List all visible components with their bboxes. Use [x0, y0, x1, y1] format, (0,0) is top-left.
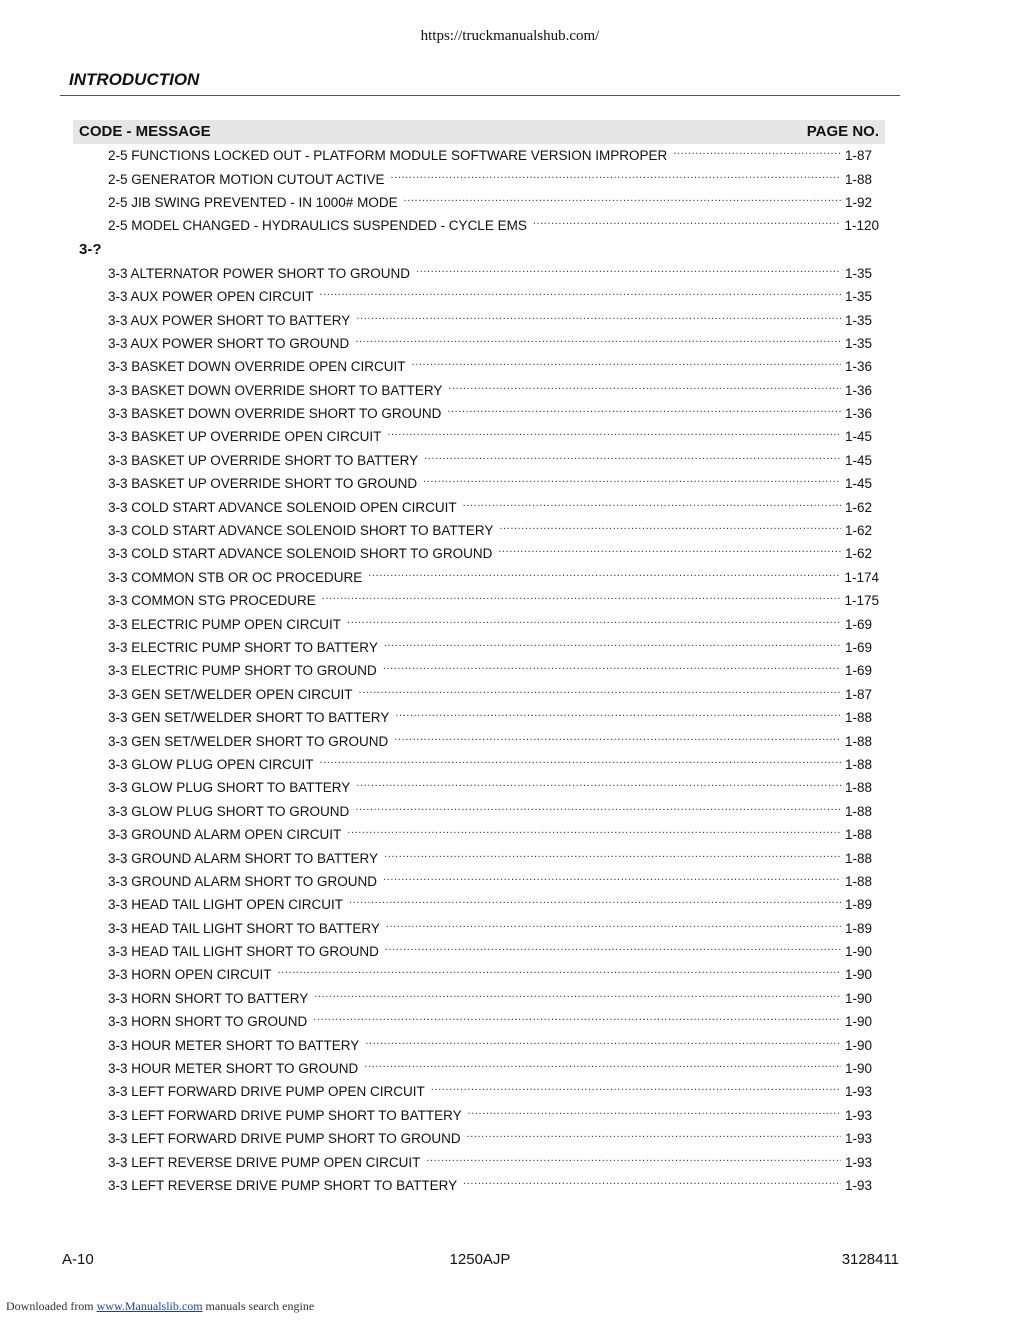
- entry-page-number: 1-62: [845, 546, 873, 562]
- dot-leader: [533, 218, 841, 233]
- dot-leader: [499, 523, 841, 538]
- entry-message: 3-3 COLD START ADVANCE SOLENOID SHORT TO BATTERY: [108, 523, 494, 539]
- header-rule: [60, 95, 900, 96]
- entry-page-number: 1-174: [844, 569, 879, 585]
- entry-message: 3-3 LEFT FORWARD DRIVE PUMP OPEN CIRCUIT: [108, 1084, 425, 1100]
- toc-entry[interactable]: [108, 706, 879, 729]
- toc-entry[interactable]: [108, 566, 879, 589]
- entry-message: 3-3 BASKET UP OVERRIDE SHORT TO BATTERY: [108, 452, 419, 468]
- dot-leader: [355, 336, 841, 351]
- toc-entry[interactable]: [108, 332, 879, 355]
- toc-entry[interactable]: [108, 167, 879, 190]
- entry-message: 3-3 GEN SET/WELDER OPEN CIRCUIT: [108, 686, 353, 702]
- entry-page-number: 1-92: [845, 194, 873, 210]
- dot-leader: [467, 1131, 841, 1146]
- dot-leader: [391, 172, 841, 187]
- manualslib-link[interactable]: www.Manualslib.com: [96, 1299, 203, 1313]
- toc-entry[interactable]: [108, 519, 879, 542]
- entry-message: 3-3 COMMON STB OR OC PROCEDURE: [108, 569, 363, 585]
- source-url[interactable]: https://truckmanualshub.com/: [420, 28, 600, 44]
- dot-leader: [364, 1061, 841, 1076]
- entry-message: 3-3 HEAD TAIL LIGHT OPEN CIRCUIT: [108, 897, 344, 913]
- toc-entry[interactable]: [108, 542, 879, 565]
- dot-leader: [424, 453, 841, 468]
- entry-page-number: 1-88: [845, 827, 873, 843]
- entry-message: 3-3 HORN SHORT TO BATTERY: [108, 990, 309, 1006]
- toc-entry[interactable]: [108, 729, 879, 752]
- entry-page-number: 1-88: [845, 803, 873, 819]
- dot-leader: [383, 663, 841, 678]
- entry-page-number: 1-35: [845, 335, 873, 351]
- entry-message: 3-3 HOUR METER SHORT TO BATTERY: [108, 1037, 360, 1053]
- entry-page-number: 1-88: [845, 733, 873, 749]
- dot-leader: [404, 195, 841, 210]
- dot-leader: [463, 500, 841, 515]
- toc-entry[interactable]: [108, 1080, 879, 1103]
- dot-leader: [355, 804, 841, 819]
- entry-message: 3-3 BASKET UP OVERRIDE SHORT TO GROUND: [108, 476, 418, 492]
- toc-entry[interactable]: [108, 449, 879, 472]
- toc-entry[interactable]: [108, 308, 879, 331]
- toc-entry[interactable]: [108, 800, 879, 823]
- dot-leader: [387, 429, 841, 444]
- entry-page-number: 1-35: [845, 312, 873, 328]
- entry-page-number: 1-93: [845, 1177, 873, 1193]
- entry-page-number: 1-69: [845, 616, 873, 632]
- entry-message: 3-3 ALTERNATOR POWER SHORT TO GROUND: [108, 265, 411, 281]
- dot-leader: [394, 734, 841, 749]
- entry-page-number: 1-45: [845, 429, 873, 445]
- entry-page-number: 1-88: [845, 756, 873, 772]
- entry-message: 3-3 COLD START ADVANCE SOLENOID SHORT TO GROUND: [108, 546, 493, 562]
- entry-message: 3-3 GLOW PLUG SHORT TO BATTERY: [108, 780, 351, 796]
- dot-leader: [313, 1014, 841, 1029]
- entry-page-number: 1-88: [845, 780, 873, 796]
- entry-page-number: 1-120: [844, 218, 879, 234]
- dot-leader: [385, 944, 841, 959]
- column-header-page-no: PAGE NO.: [806, 123, 879, 140]
- entry-page-number: 1-90: [845, 1014, 873, 1030]
- dot-leader: [278, 967, 841, 982]
- entry-message: 3-3 AUX POWER OPEN CIRCUIT: [108, 289, 314, 305]
- toc-entry[interactable]: [108, 425, 879, 448]
- toc-entry[interactable]: [108, 1174, 879, 1197]
- toc-entry[interactable]: [108, 1104, 879, 1127]
- entry-message: 3-3 ELECTRIC PUMP OPEN CIRCUIT: [108, 616, 342, 632]
- dot-leader: [468, 1108, 841, 1123]
- entry-message: 3-3 ELECTRIC PUMP SHORT TO GROUND: [108, 663, 377, 679]
- download-suffix: manuals search engine: [202, 1299, 315, 1313]
- dot-leader: [416, 266, 841, 281]
- dot-leader: [349, 897, 841, 912]
- entry-message: 3-3 GEN SET/WELDER SHORT TO GROUND: [108, 733, 389, 749]
- dot-leader: [395, 710, 841, 725]
- toc-entry[interactable]: [108, 379, 879, 402]
- entry-page-number: 1-45: [845, 476, 873, 492]
- dot-leader: [412, 359, 841, 374]
- entry-page-number: 1-45: [845, 452, 873, 468]
- code-message-list: [0, 144, 1020, 1197]
- dot-leader: [498, 546, 841, 561]
- dot-leader: [368, 570, 840, 585]
- entry-message: 3-3 COLD START ADVANCE SOLENOID OPEN CIRCUIT: [108, 499, 457, 515]
- dot-leader: [447, 406, 841, 421]
- entry-message: 3-3 HEAD TAIL LIGHT SHORT TO GROUND: [108, 944, 379, 960]
- entry-page-number: 1-87: [845, 686, 873, 702]
- toc-entry[interactable]: [108, 214, 879, 237]
- entry-message: 3-3 AUX POWER SHORT TO GROUND: [108, 335, 350, 351]
- group-label: 3-?: [79, 241, 102, 259]
- entry-message: 2-5 GENERATOR MOTION CUTOUT ACTIVE: [108, 171, 385, 187]
- entry-page-number: 1-89: [845, 920, 873, 936]
- toc-entry[interactable]: [108, 870, 879, 893]
- entry-page-number: 1-88: [845, 850, 873, 866]
- entry-page-number: 1-93: [845, 1084, 873, 1100]
- section-title: INTRODUCTION: [69, 70, 200, 89]
- toc-entry[interactable]: [108, 963, 879, 986]
- entry-page-number: 1-87: [845, 148, 873, 164]
- entry-message: 2-5 JIB SWING PREVENTED - IN 1000# MODE: [108, 194, 398, 210]
- dot-leader: [320, 289, 841, 304]
- toc-entry[interactable]: [108, 1033, 879, 1056]
- toc-entry[interactable]: [108, 355, 879, 378]
- entry-page-number: 1-89: [845, 897, 873, 913]
- entry-message: 3-3 AUX POWER SHORT TO BATTERY: [108, 312, 351, 328]
- entry-message: 3-3 ELECTRIC PUMP SHORT TO BATTERY: [108, 640, 378, 655]
- dot-leader: [322, 593, 841, 608]
- entry-page-number: 1-88: [845, 873, 873, 889]
- toc-entry[interactable]: [108, 846, 879, 869]
- dot-leader: [431, 1084, 841, 1099]
- toc-entry[interactable]: [108, 659, 879, 682]
- footer-doc-number: 3128411: [841, 1251, 899, 1268]
- entry-message: 3-3 GLOW PLUG OPEN CIRCUIT: [108, 756, 314, 772]
- entry-page-number: 1-35: [845, 265, 873, 281]
- toc-entry[interactable]: [108, 987, 879, 1010]
- entry-page-number: 1-90: [845, 1037, 873, 1053]
- entry-message: 3-3 GROUND ALARM SHORT TO BATTERY: [108, 850, 379, 866]
- dot-leader: [347, 827, 841, 842]
- dot-leader: [426, 1155, 841, 1170]
- entry-page-number: 1-69: [845, 663, 873, 679]
- dot-leader: [356, 780, 841, 795]
- column-header-code-message: CODE - MESSAGE: [79, 123, 211, 140]
- toc-entry[interactable]: [108, 144, 879, 167]
- toc-entry[interactable]: [108, 1010, 879, 1033]
- entry-message: 3-3 HORN SHORT TO GROUND: [108, 1014, 308, 1030]
- entry-page-number: 1-88: [845, 171, 873, 187]
- download-prefix: Downloaded from: [6, 1299, 97, 1313]
- entry-page-number: 1-90: [845, 944, 873, 960]
- toc-entry[interactable]: [108, 683, 879, 706]
- toc-entry[interactable]: [108, 402, 879, 425]
- entry-page-number: 1-93: [845, 1107, 873, 1123]
- entry-message: 3-3 BASKET UP OVERRIDE OPEN CIRCUIT: [108, 429, 382, 445]
- entry-page-number: 1-62: [845, 499, 873, 515]
- entry-message: 3-3 GROUND ALARM OPEN CIRCUIT: [108, 827, 342, 843]
- entry-message: 3-3 HOUR METER SHORT TO GROUND: [108, 1061, 359, 1077]
- toc-entry[interactable]: [108, 917, 879, 940]
- dot-leader: [423, 476, 841, 491]
- entry-page-number: 1-90: [845, 967, 873, 983]
- dot-leader: [314, 991, 841, 1006]
- toc-entry[interactable]: [108, 753, 879, 776]
- toc-entry[interactable]: [108, 636, 879, 659]
- entry-page-number: 1-93: [845, 1131, 873, 1147]
- entry-page-number: 1-36: [845, 382, 873, 398]
- toc-entry[interactable]: [108, 823, 879, 846]
- toc-entry[interactable]: [108, 472, 879, 495]
- table-header: [73, 120, 885, 144]
- dot-leader: [384, 851, 841, 866]
- entry-page-number: 1-175: [844, 593, 879, 609]
- entry-page-number: 1-90: [845, 1061, 873, 1077]
- toc-entry[interactable]: [108, 589, 879, 612]
- dot-leader: [320, 757, 841, 772]
- entry-page-number: 1-36: [845, 406, 873, 422]
- entry-page-number: 1-88: [845, 710, 873, 726]
- toc-entry[interactable]: [108, 893, 879, 916]
- toc-entry[interactable]: [108, 191, 879, 214]
- toc-entry[interactable]: [108, 1150, 879, 1173]
- entry-message: 2-5 FUNCTIONS LOCKED OUT - PLATFORM MODULE SOFTWARE VERSION IMPROPER: [108, 148, 668, 164]
- toc-entry[interactable]: [108, 1057, 879, 1080]
- dot-leader: [356, 313, 841, 328]
- toc-entry[interactable]: [108, 612, 879, 635]
- toc-entry[interactable]: [108, 285, 879, 308]
- entry-page-number: 1-62: [845, 523, 873, 539]
- entry-message: 2-5 MODEL CHANGED - HYDRAULICS SUSPENDED - CYCLE EMS: [108, 218, 527, 234]
- entry-message: 3-3 BASKET DOWN OVERRIDE SHORT TO GROUND: [108, 406, 442, 422]
- entry-page-number: 1-93: [845, 1154, 873, 1170]
- footer-page-number: A-10: [62, 1251, 94, 1268]
- toc-entry[interactable]: [108, 776, 879, 799]
- dot-leader: [386, 921, 841, 936]
- entry-message: 3-3 GLOW PLUG SHORT TO GROUND: [108, 803, 350, 819]
- entry-message: 3-3 LEFT FORWARD DRIVE PUMP SHORT TO BATTERY: [108, 1107, 462, 1123]
- entry-message: 3-3 HEAD TAIL LIGHT SHORT TO BATTERY: [108, 920, 380, 936]
- entry-message: 3-3 COMMON STG PROCEDURE: [108, 593, 316, 609]
- dot-leader: [463, 1178, 841, 1193]
- dot-leader: [359, 687, 841, 702]
- entry-page-number: 1-69: [845, 640, 873, 655]
- entry-message: 3-3 GEN SET/WELDER SHORT TO BATTERY: [108, 710, 390, 726]
- entry-message: 3-3 LEFT FORWARD DRIVE PUMP SHORT TO GROUND: [108, 1131, 461, 1147]
- dot-leader: [383, 874, 841, 889]
- dot-leader: [448, 383, 841, 398]
- entry-message: 3-3 BASKET DOWN OVERRIDE SHORT TO BATTERY: [108, 382, 443, 398]
- entry-message: 3-3 BASKET DOWN OVERRIDE OPEN CIRCUIT: [108, 359, 406, 375]
- download-bar: [6, 1299, 314, 1314]
- toc-entry[interactable]: [108, 262, 879, 285]
- dot-leader: [673, 148, 841, 163]
- footer-model: 1250AJP: [449, 1251, 511, 1268]
- entry-message: 3-3 HORN OPEN CIRCUIT: [108, 967, 272, 983]
- entry-message: 3-3 GROUND ALARM SHORT TO GROUND: [108, 873, 378, 889]
- toc-entry[interactable]: [108, 940, 879, 963]
- dot-leader: [365, 1038, 841, 1053]
- dot-leader: [347, 617, 841, 632]
- entry-message: 3-3 LEFT REVERSE DRIVE PUMP OPEN CIRCUIT: [108, 1154, 421, 1170]
- entry-message: 3-3 LEFT REVERSE DRIVE PUMP SHORT TO BATTERY: [108, 1177, 458, 1193]
- toc-entry[interactable]: [108, 495, 879, 518]
- entry-page-number: 1-90: [845, 990, 873, 1006]
- entry-page-number: 1-35: [845, 289, 873, 305]
- dot-leader: [384, 640, 841, 655]
- toc-entry[interactable]: [108, 1127, 879, 1150]
- entry-page-number: 1-36: [845, 359, 873, 375]
